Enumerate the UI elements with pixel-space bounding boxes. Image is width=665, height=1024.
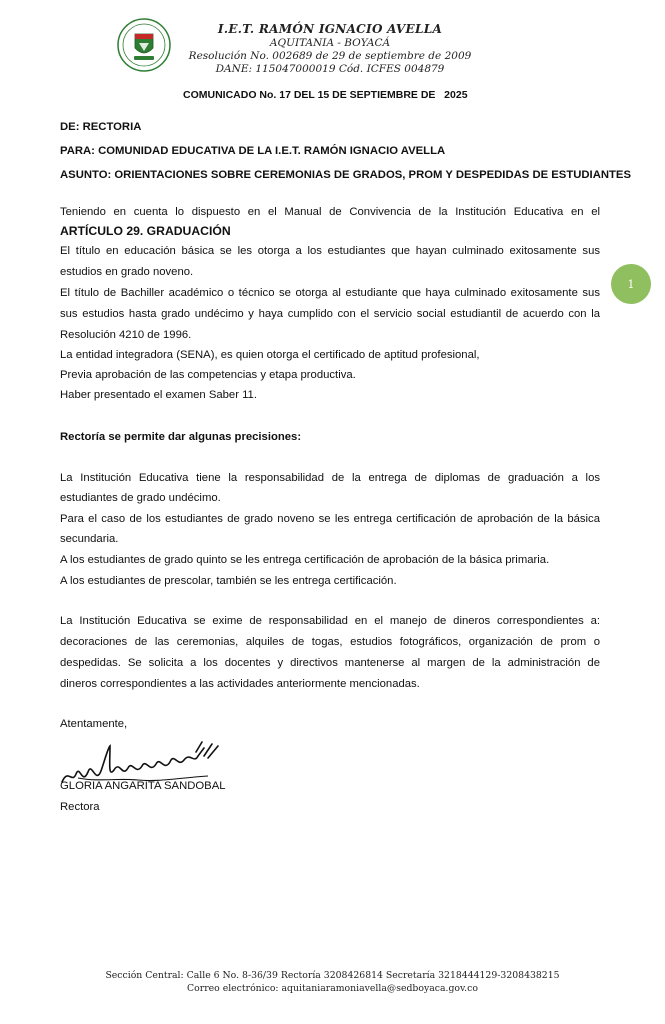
memo-to: PARA: COMUNIDAD EDUCATIVA DE LA I.E.T. RAMÓN IGNACIO AVELLA (60, 145, 446, 157)
page-number-badge: 1 (611, 264, 651, 304)
body-line: Para el caso de los estudiantes de grado noveno se les entrega certificación de aprobación de la básica (60, 513, 600, 525)
body-line: El título en educación básica se les otorga a los estudiantes que hayan culminado exitosamente sus (60, 245, 600, 257)
article-heading: ARTÍCULO 29. GRADUACIÓN (60, 224, 231, 238)
school-dane-code: DANE: 115047000019 Cód. ICFES 004879 (215, 63, 445, 75)
school-seal-logo (117, 18, 171, 72)
body-line: La entidad integradora (SENA), es quien otorga el certificado de aptitud profesional, (60, 349, 480, 361)
comunicado-title: COMUNICADO No. 17 DEL 15 DE SEPTIEMBRE DE 2025 (183, 89, 468, 101)
body-line: despedidas. Se solicita a los docentes y directivos mantenerse al margen de la administración de (60, 657, 600, 669)
body-line: Teniendo en cuenta lo dispuesto en el Manual de Convivencia de la Institución Educativa en el (60, 206, 600, 218)
body-line: decoraciones de las ceremonias, alquiles de togas, estudios fotográficos, organización de prom o (60, 636, 600, 648)
body-line: El título de Bachiller académico o técnico se otorga al estudiante que haya culminado exitosamente sus (60, 287, 600, 299)
body-line: estudios en grado noveno. (60, 266, 194, 278)
footer-address: Sección Central: Calle 6 No. 8-36/39 Rectoría 3208426814 Secretaría 3218444129-3208438215 (105, 970, 560, 981)
precisions-heading: Rectoría se permite dar algunas precisiones: (60, 431, 302, 443)
memo-subject: ASUNTO: ORIENTACIONES SOBRE CEREMONIAS DE GRADOS, PROM Y DESPEDIDAS DE ESTUDIANTES (60, 169, 631, 181)
body-line: estudiantes de grado undécimo. (60, 492, 221, 504)
memo-from: DE: RECTORIA (60, 121, 142, 133)
signer-role: Rectora (60, 801, 100, 813)
body-line: Previa aprobación de las competencias y etapa productiva. (60, 369, 356, 381)
signer-name: GLORIA ANGARITA SANDOBAL (60, 780, 226, 792)
body-line: A los estudiantes de grado quinto se les entrega certificación de aprobación de la básica primaria. (60, 554, 550, 566)
footer-email: Correo electrónico: aquitaniaramoniavella@sedboyaca.gov.co (187, 983, 478, 994)
body-line: La Institución Educativa se exime de responsabilidad en el manejo de dineros correspondientes a: (60, 615, 600, 627)
body-line: La Institución Educativa tiene la responsabilidad de la entrega de diplomas de graduación a los (60, 472, 600, 484)
body-line: Haber presentado el examen Saber 11. (60, 389, 257, 401)
body-line: sus estudios hasta grado undécimo y haya cumplido con el servicio social estudiantil de acuerdo con la (60, 308, 600, 320)
school-location: AQUITANIA - BOYACÁ (269, 37, 391, 49)
body-line: A los estudiantes de prescolar, también se les entrega certificación. (60, 575, 397, 587)
body-line: Resolución 4210 de 1996. (60, 329, 192, 341)
school-name: I.E.T. RAMÓN IGNACIO AVELLA (217, 22, 443, 36)
school-resolution: Resolución No. 002689 de 29 de septiembre de 2009 (188, 50, 472, 62)
closing-salutation: Atentamente, (60, 718, 128, 730)
body-line: dineros correspondientes a las actividades anteriormente mencionadas. (60, 678, 420, 690)
body-line: secundaria. (60, 533, 119, 545)
